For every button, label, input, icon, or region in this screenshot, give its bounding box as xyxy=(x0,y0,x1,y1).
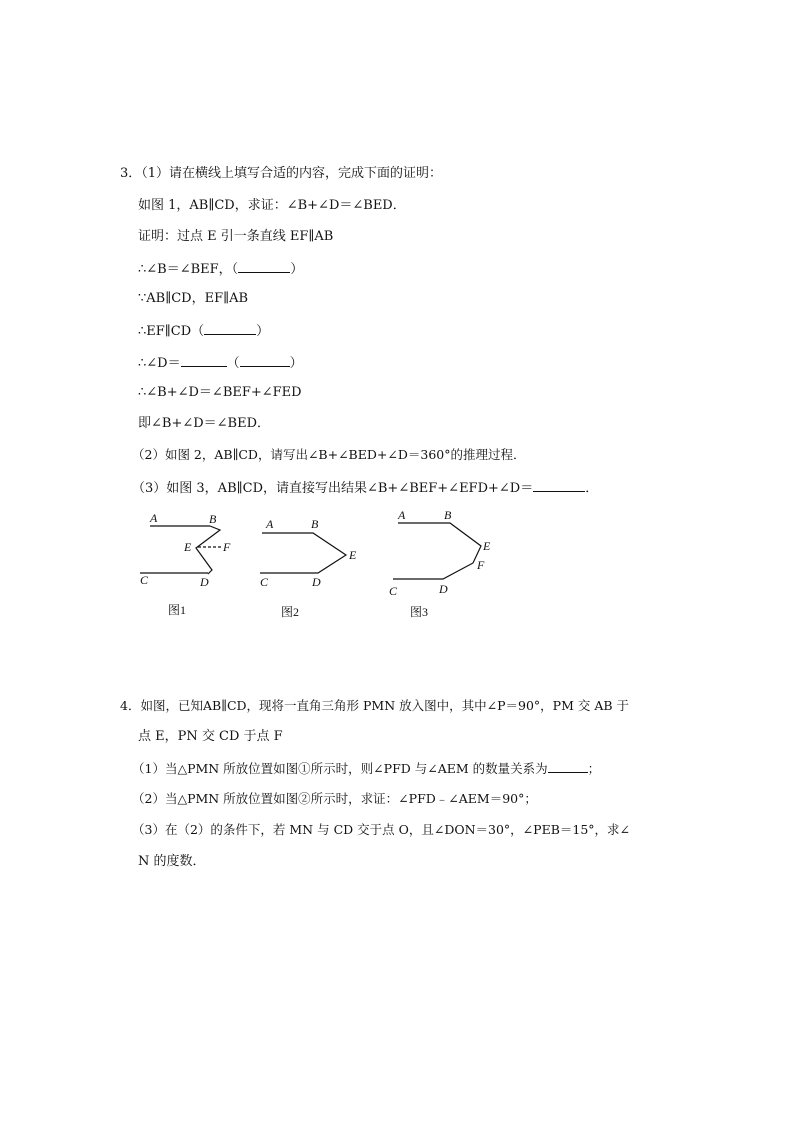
q4-part3-cont: N 的度数． xyxy=(138,854,206,869)
fig1-label-a: A xyxy=(150,511,158,525)
fig3-caption: 图3 xyxy=(410,605,429,619)
q3-part3-period: ． xyxy=(585,481,599,496)
fig2-label-e: E xyxy=(349,548,357,562)
fig2-caption: 图2 xyxy=(281,605,300,619)
fig1-label-b: B xyxy=(209,512,217,526)
q3-proof-start: 证明：过点 E 引一条直线 EF∥AB xyxy=(138,229,334,244)
fig3-label-f: F xyxy=(477,558,485,572)
figure-1 xyxy=(140,526,222,574)
fig1-label-d: D xyxy=(200,575,209,589)
q3-step6: 即∠B+∠D＝∠BED． xyxy=(138,416,271,431)
q3-step2: ∵AB∥CD，EF∥AB xyxy=(138,291,249,306)
fig2-label-d: D xyxy=(312,575,321,589)
fig1-label-e: E xyxy=(184,540,192,554)
q3-step1-close: ） xyxy=(290,262,304,277)
q4-blank-1[interactable] xyxy=(548,759,588,773)
q3-step4-close: ） xyxy=(289,356,303,371)
fig1-caption: 图1 xyxy=(168,603,187,617)
q3-step4-text: ∴∠D＝ xyxy=(138,356,181,371)
fig3-label-a: A xyxy=(398,508,406,522)
q3-part3-text: （3）如图 3，AB∥CD，请直接写出结果∠B+∠BEF+∠EFD+∠D＝ xyxy=(132,481,534,496)
fig3-label-e: E xyxy=(483,539,491,553)
q3-part2: （2）如图 2，AB∥CD，请写出∠B+∠BED+∠D＝360°的推理过程． xyxy=(132,447,526,462)
q3-step1-text: ∴∠B＝∠BEF，（ xyxy=(138,262,239,277)
q3-step3-close: ） xyxy=(256,324,270,339)
figure-3 xyxy=(393,523,481,579)
q4-part3: （3）在（2）的条件下，若 MN 与 CD 交于点 O，且∠DON＝30°，∠PEB＝15°，求∠ xyxy=(132,822,631,837)
fig1-label-c: C xyxy=(140,573,149,587)
fig2-label-c: C xyxy=(260,575,269,589)
q3-given: 如图 1，AB∥CD，求证：∠B+∠D＝∠BED． xyxy=(138,198,406,213)
q4-part1-text: （1）当△PMN 所放位置如图①所示时，则∠PFD 与∠AEM 的数量关系为 xyxy=(132,761,548,776)
q3-step5: ∴∠B+∠D＝∠BEF+∠FED xyxy=(138,385,302,400)
fig3-label-c: C xyxy=(389,584,398,598)
q4-part2: （2）当△PMN 所放位置如图②所示时，求证：∠PFD﹣∠AEM＝90°； xyxy=(132,791,537,806)
fig3-label-b: B xyxy=(444,508,452,522)
q3-intro: 3．（1）请在横线上填写合适的内容，完成下面的证明： xyxy=(120,166,443,181)
q4-part1 xyxy=(132,759,600,778)
q4-line2: 点 E，PN 交 CD 于点 F xyxy=(138,729,283,744)
fig1-line-be-ed xyxy=(196,526,220,574)
q3-step3-text: ∴EF∥CD（ xyxy=(138,324,205,339)
q3-step4-open: （ xyxy=(226,356,240,371)
fig1-label-f: F xyxy=(223,540,231,554)
q4-line1: 4．如图，已知AB∥CD，现将一直角三角形 PMN 放入图中，其中∠P＝90°，PM 交 AB 于 xyxy=(120,698,630,713)
fig3-path xyxy=(393,523,481,579)
fig2-label-a: A xyxy=(266,517,274,531)
figure-2 xyxy=(260,533,346,573)
fig2-path xyxy=(260,533,346,573)
q4-part1-end: ； xyxy=(587,761,601,776)
fig3-label-d: D xyxy=(439,582,448,596)
fig2-label-b: B xyxy=(311,517,319,531)
